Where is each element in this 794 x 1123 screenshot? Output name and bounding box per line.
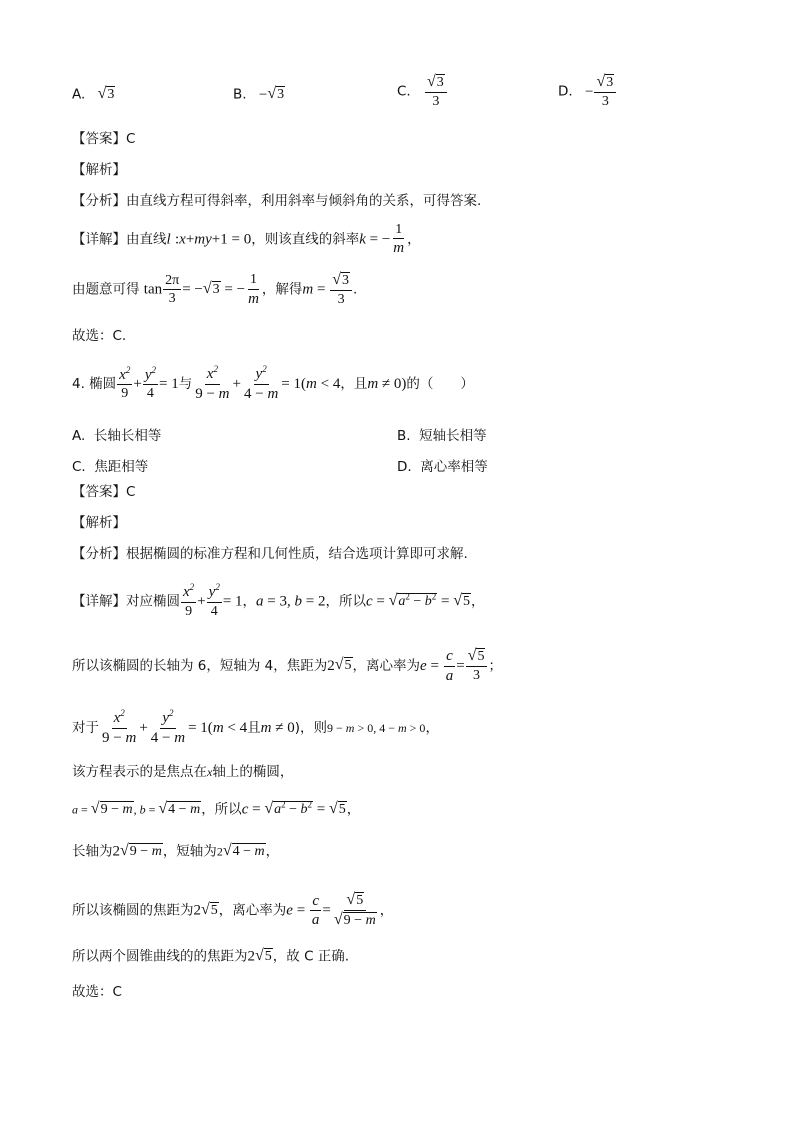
fraction: $\frac{c}{a}$	[311, 892, 320, 929]
fraction: √ 3 3	[425, 74, 447, 109]
fraction: √ 5 3	[466, 648, 488, 683]
option-d: D. − √ 3 3	[558, 74, 617, 109]
fraction: $\frac{x^2}{9 - m}$	[195, 364, 230, 402]
xiangjie-line: 【详解】对应椭圆 $\frac{x^2}{9}$ + $\frac{y^2}{4}$ = 1，a = 3, b = 2，所以c = √ $a^2 - b^2$ = √ 5 ，	[72, 582, 485, 619]
option-c	[397, 74, 448, 109]
derivation-line: 所以该椭圆的长轴为 6，短轴为 4，焦距为2 √ 5 ，离心率为e = $\frac{c}{a}$ = √ 5 3 ；	[72, 647, 502, 684]
fraction: $\frac{y^2}{4 - m}$	[243, 364, 279, 402]
conclusion-line: 故选：C	[72, 984, 122, 1000]
option-d: D. 离心率相等	[397, 459, 488, 475]
option-label: B.	[233, 86, 247, 103]
fraction: $\frac{y^2}{4}$	[208, 582, 220, 619]
derivation-line: 所以两个圆锥曲线的的焦距为2 √ 5 ，故 C 正确.	[72, 947, 350, 965]
option-a: A. 长轴长相等	[72, 428, 162, 444]
option-label: C.	[397, 83, 411, 100]
fraction: $\frac{x^2}{9}$	[183, 582, 195, 619]
derivation-line: 所以该椭圆的焦距为2 √ 5 ，离心率为e = $\frac{c}{a}$ = √ 5 √ 9 − m ，	[72, 891, 394, 929]
analysis-heading: 【解析】	[72, 515, 126, 531]
fraction: $\frac{2\pi}{3}$	[165, 272, 180, 307]
fraction: √ 3 3	[330, 272, 352, 307]
option-c: C. 焦距相等	[72, 459, 149, 475]
sqrt-expression: √ 3	[97, 85, 115, 102]
derivation-line: 对于 $\frac{x^2}{9 - m}$ + $\frac{y^2}{4 - m}$ = 1(m < 4且m ≠ 0)，则9 − m > 0, 4 − m > 0，	[72, 708, 439, 746]
analysis-heading: 【解析】	[72, 162, 126, 178]
option-a	[72, 86, 115, 103]
option-b: B. 短轴长相等	[397, 428, 487, 444]
fenxi-line: 【分析】根据椭圆的标准方程和几何性质，结合选项计算即可求解.	[72, 546, 468, 562]
answer-line: 【答案】C	[72, 484, 136, 500]
option-b: B. − √ 3	[233, 85, 285, 103]
question-4: 4. 椭圆 $\frac{x^2}{9}$ + $\frac{y^2}{4}$ = 1与 $\frac{x^2}{9 - m}$ + $\frac{y^2}{4 - m}$ = 1(m < 4，且m ≠ 0)的（ ）	[72, 364, 474, 402]
fraction: $\frac{x^2}{9 - m}$	[102, 708, 137, 746]
derivation-line: 由题意可得 tan $\frac{2\pi}{3}$ = − √ 3 = − $\frac{1}{m}$ ，解得m = √ 3 3 .	[72, 271, 358, 308]
option-label: D.	[558, 83, 573, 100]
derivation-line: a = √ 9 − m , b = √ 4 − m ，所以c = √ $a^2 - b^2$ = √ 5 ，	[72, 799, 361, 818]
answer-line: 【答案】C	[72, 131, 136, 147]
sqrt-expression: √ 3	[267, 85, 285, 102]
fraction: √ 5 √ 9 − m	[333, 891, 376, 929]
fraction: √ 3 3	[594, 74, 616, 109]
option-label: A.	[72, 86, 86, 103]
derivation-line: 长轴为2 √ 9 − m ，短轴为2 √ 4 − m ，	[72, 842, 280, 860]
fraction: $\frac{1}{m}$	[248, 272, 259, 307]
fenxi-line: 【分析】由直线方程可得斜率，利用斜率与倾斜角的关系，可得答案.	[72, 193, 482, 209]
xiangjie-line: 【详解】由直线l :x+my+1 = 0，则该直线的斜率k = − $\frac{1}{m}$ ，	[72, 222, 421, 257]
conclusion-line: 故选：C.	[72, 328, 127, 344]
fraction: $\frac{x^2}{9}$	[119, 364, 131, 402]
derivation-line: 该方程表示的是焦点在x轴上的椭圆，	[72, 764, 294, 780]
fraction: $\frac{y^2}{4}$	[144, 364, 156, 402]
fraction: $\frac{y^2}{4 - m}$	[150, 708, 186, 746]
fraction: $\frac{1}{m}$	[393, 222, 405, 257]
fraction: $\frac{c}{a}$	[445, 648, 454, 684]
